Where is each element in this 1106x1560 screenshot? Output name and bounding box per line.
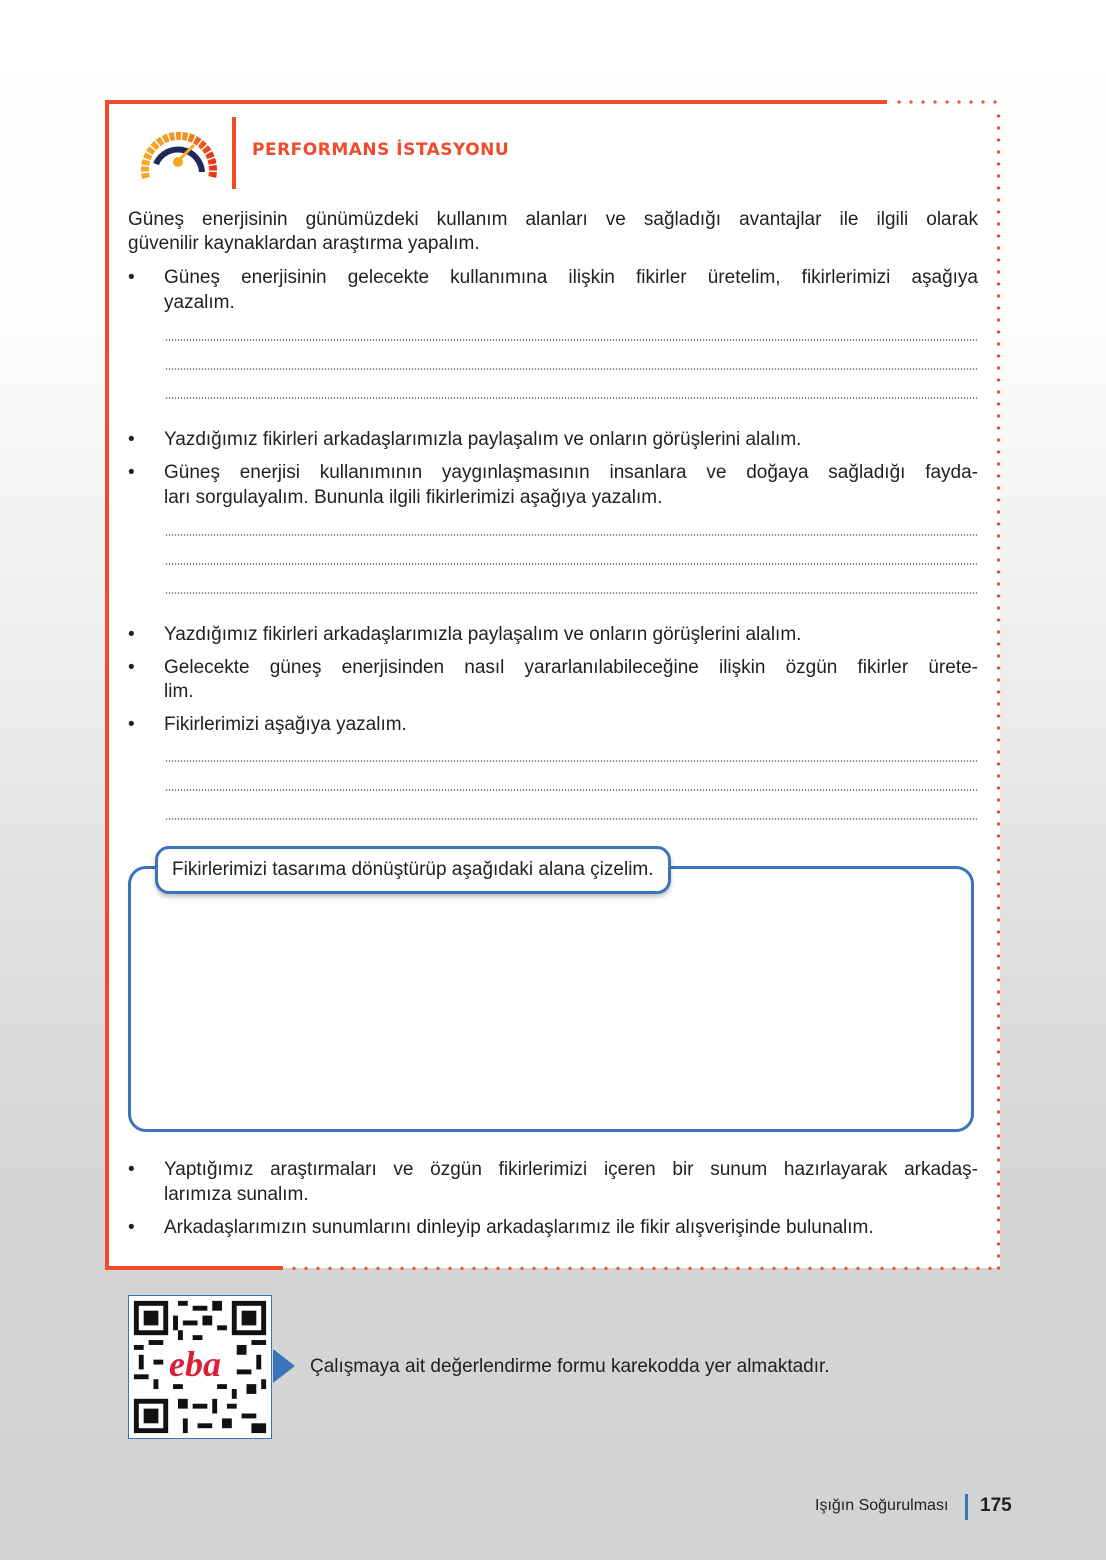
bullet-marker: • [128, 624, 135, 645]
intro-line-1: Güneş enerjisinin günümüzdeki kullanım alanları ve sağladığı avantajlar ile ilgili olarak [128, 209, 978, 230]
answer-line[interactable] [165, 592, 977, 594]
answer-line[interactable] [165, 818, 977, 820]
arrow-right-icon [273, 1349, 295, 1383]
card-border-bottom [105, 1266, 283, 1270]
drawing-area[interactable] [128, 866, 974, 1132]
footer-divider [965, 1494, 968, 1520]
chapter-title: Işığın Soğurulması [815, 1497, 949, 1514]
bullet-marker: • [128, 714, 135, 735]
bullet-marker: • [128, 429, 135, 450]
bullet-3-line-2: ları sorgulayalım. Bununla ilgili fikirlerimizi aşağıya yazalım. [164, 487, 663, 508]
bullet-marker: • [128, 462, 135, 483]
answer-line[interactable] [165, 339, 977, 341]
bullet-8-line-1: Arkadaşlarımızın sunumlarını dinleyip arkadaşlarımız ile fikir alışverişinde bulunalım. [164, 1217, 874, 1238]
answer-line[interactable] [165, 368, 977, 370]
drawing-area-label: Fikirlerimizi tasarıma dönüştürüp aşağıdaki alana çizelim. [155, 846, 671, 894]
card-dotted-border-top [893, 100, 1001, 104]
answer-line[interactable] [165, 789, 977, 791]
title-divider [232, 117, 236, 189]
bullet-4-line-1: Yazdığımız fikirleri arkadaşlarımızla paylaşalım ve onların görüşlerini alalım. [164, 624, 802, 645]
bullet-5-line-2: lim. [164, 681, 194, 702]
bullet-marker: • [128, 657, 135, 678]
bullet-3-line-1: Güneş enerjisi kullanımının yaygınlaşmasının insanlara ve doğaya sağladığı fayda- [164, 462, 978, 483]
bullet-7-line-2: larımıza sunalım. [164, 1184, 309, 1205]
card-dotted-border-bottom [288, 1266, 1000, 1271]
intro-line-2: güvenilir kaynaklardan araştırma yapalım. [128, 233, 480, 254]
card-border-top [105, 100, 887, 104]
bullet-5-line-1: Gelecekte güneş enerjisinden nasıl yararlanılabileceğine ilişkin özgün fikirler ürete- [164, 657, 978, 678]
bullet-2-line-1: Yazdığımız fikirleri arkadaşlarımızla paylaşalım ve onların görüşlerini alalım. [164, 429, 802, 450]
eba-logo: eba [169, 1344, 221, 1384]
card-dotted-border-right [996, 110, 1001, 1270]
bullet-1-line-2: yazalım. [164, 292, 235, 313]
card-border-left [105, 100, 109, 1270]
bullet-7-line-1: Yaptığımız araştırmaları ve özgün fikirlerimizi içeren bir sunum hazırlayarak arkadaş- [164, 1159, 978, 1180]
qr-caption: Çalışmaya ait değerlendirme formu karekodda yer almaktadır. [310, 1356, 830, 1377]
bullet-marker: • [128, 1217, 135, 1238]
page-number: 175 [980, 1495, 1012, 1516]
bullet-marker: • [128, 267, 135, 288]
bullet-marker: • [128, 1159, 135, 1180]
answer-line[interactable] [165, 563, 977, 565]
bullet-1-line-1: Güneş enerjisinin gelecekte kullanımına ilişkin fikirler üretelim, fikirlerimizi aşağıya [164, 267, 978, 288]
section-title: PERFORMANS İSTASYONU [252, 140, 510, 160]
qr-code[interactable] [128, 1295, 272, 1439]
speedometer-gauge-icon [138, 120, 220, 184]
answer-line[interactable] [165, 534, 977, 536]
answer-line[interactable] [165, 760, 977, 762]
answer-line[interactable] [165, 397, 977, 399]
bullet-6-line-1: Fikirlerimizi aşağıya yazalım. [164, 714, 407, 735]
